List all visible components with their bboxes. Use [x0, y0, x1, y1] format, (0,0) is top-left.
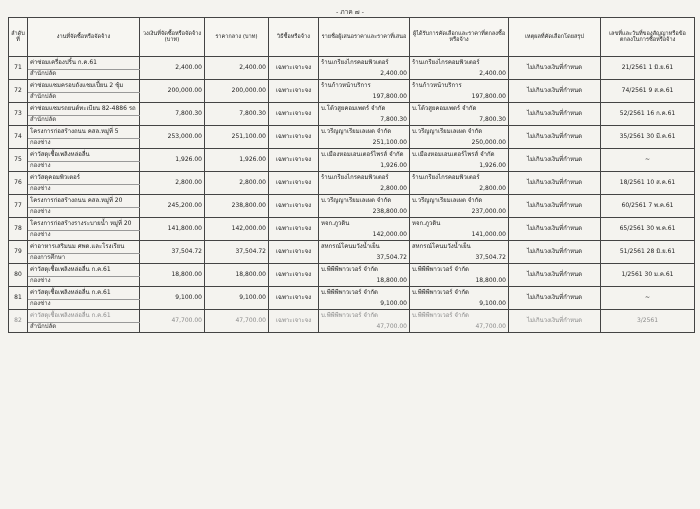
procurement-method: เฉพาะเจาะจง — [269, 310, 319, 333]
budget-amount: 9,100.00 — [140, 287, 205, 310]
bidder-name: ร้านก้าวหน้าบริการ — [319, 80, 410, 93]
item-description: ค่าวัสดุเชื้อเพลิงหล่อลื่น ก.ค.61 — [28, 310, 140, 323]
item-description: ค่าวัสดุเชื้อเพลิงหล่อลื่น — [28, 149, 140, 162]
winner-name: บ.เมืองหอมเอนเตอร์ไพรส์ จำกัด — [410, 149, 509, 162]
contract-reference: 18/2561 10 ส.ค.61 — [601, 172, 695, 195]
row-number: 72 — [9, 80, 28, 103]
bidder-name: บ.โต้วสูยคอมเพตร์ จำกัด — [319, 103, 410, 116]
header-budget: วงเงินที่จัดซื้อหรือจัดจ้าง (บาท) — [140, 18, 205, 57]
procurement-table — [8, 17, 695, 333]
budget-amount: 245,200.00 — [140, 195, 205, 218]
header-contract: เลขที่และวันที่ของสัญญาหรือข้อตกลงในการซื้อหรือจ้าง — [601, 18, 695, 57]
contract-reference: 21/2561 1 มิ.ย.61 — [601, 57, 695, 80]
header-bidders: รายชื่อผู้เสนอราคาและราคาที่เสนอ — [319, 18, 410, 57]
table-row — [9, 195, 695, 208]
winner-name: ร้านก้าวหน้าบริการ — [410, 80, 509, 93]
bid-price: 7,800.30 — [319, 116, 410, 126]
item-description: โครงการก่อสร้างถนน คสล.หมู่ที่ 5 — [28, 126, 140, 139]
bidder-name: บ.เมืองหอมเอนเตอร์ไพรส์ จำกัด — [319, 149, 410, 162]
bid-price: 2,800.00 — [319, 185, 410, 195]
responsible-unit: สำนักปลัด — [28, 93, 140, 103]
bidder-name: บ.พีพีพีพาวเวอร์ จำกัด — [319, 264, 410, 277]
winner-name: หจก.ภูวดิน — [410, 218, 509, 231]
budget-amount: 37,504.72 — [140, 241, 205, 264]
bidder-name: สหกรณ์โคนมวังน้ำเย็น — [319, 241, 410, 254]
responsible-unit: สำนักปลัด — [28, 323, 140, 333]
budget-amount: 253,000.00 — [140, 126, 205, 149]
bid-price: 251,100.00 — [319, 139, 410, 149]
selection-reason: ไม่เกินวงเงินที่กำหนด — [509, 264, 601, 287]
median-price: 2,800.00 — [205, 172, 269, 195]
win-price: 197,800.00 — [410, 93, 509, 103]
bid-price: 197,800.00 — [319, 93, 410, 103]
median-price: 142,000.00 — [205, 218, 269, 241]
selection-reason: ไม่เกินวงเงินที่กำหนด — [509, 172, 601, 195]
winner-name: บ.วรีญญาเรียมเลเผต จำกัด — [410, 195, 509, 208]
row-number: 76 — [9, 172, 28, 195]
selection-reason: ไม่เกินวงเงินที่กำหนด — [509, 103, 601, 126]
budget-amount: 141,800.00 — [140, 218, 205, 241]
winner-name: บ.พีพีพีพาวเวอร์ จำกัด — [410, 264, 509, 277]
header-reason: เหตุผลที่คัดเลือกโดยสรุป — [509, 18, 601, 57]
median-price: 37,504.72 — [205, 241, 269, 264]
bid-price: 9,100.00 — [319, 300, 410, 310]
budget-amount: 47,700.00 — [140, 310, 205, 333]
responsible-unit: กองช่าง — [28, 139, 140, 149]
table-row — [9, 172, 695, 185]
responsible-unit: กองช่าง — [28, 162, 140, 172]
contract-reference: 1/2561 30 ม.ค.61 — [601, 264, 695, 287]
win-price: 18,800.00 — [410, 277, 509, 287]
win-price: 47,700.00 — [410, 323, 509, 333]
selection-reason: ไม่เกินวงเงินที่กำหนด — [509, 310, 601, 333]
contract-reference: 65/2561 30 พ.ค.61 — [601, 218, 695, 241]
item-description: ค่าวัสดุเชื้อเพลิงหล่อลื่น ก.ค.61 — [28, 287, 140, 300]
header-no: ลำดับที่ — [9, 18, 28, 57]
median-price: 200,000.00 — [205, 80, 269, 103]
bidder-name: ร้านเกรียงไกรคอมพิวเตอร์ — [319, 57, 410, 70]
row-number: 71 — [9, 57, 28, 80]
table-row — [9, 126, 695, 139]
table-body — [9, 57, 695, 333]
median-price: 251,100.00 — [205, 126, 269, 149]
row-number: 82 — [9, 310, 28, 333]
responsible-unit: สำนักปลัด — [28, 116, 140, 126]
table-row — [9, 57, 695, 70]
winner-name: บ.พีพีพีพาวเวอร์ จำกัด — [410, 310, 509, 323]
procurement-method: เฉพาะเจาะจง — [269, 126, 319, 149]
contract-reference: 60/2561 7 พ.ค.61 — [601, 195, 695, 218]
page-number: - ภาค ๗ - — [335, 8, 365, 16]
table-row — [9, 241, 695, 254]
item-description: ค่าวัสดุเชื้อเพลิงหล่อลื่น ก.ค.61 — [28, 264, 140, 277]
responsible-unit: กองช่าง — [28, 208, 140, 218]
contract-reference: 35/2561 30 มี.ค.61 — [601, 126, 695, 149]
responsible-unit: สำนักปลัด — [28, 70, 140, 80]
winner-name: บ.วรีญญาเรียมเลเผต จำกัด — [410, 126, 509, 139]
bid-price: 37,504.72 — [319, 254, 410, 264]
median-price: 47,700.00 — [205, 310, 269, 333]
selection-reason: ไม่เกินวงเงินที่กำหนด — [509, 149, 601, 172]
row-number: 79 — [9, 241, 28, 264]
bidder-name: บ.วรีญญาเรียมเลเผต จำกัด — [319, 195, 410, 208]
row-number: 78 — [9, 218, 28, 241]
bid-price: 1,926.00 — [319, 162, 410, 172]
win-price: 9,100.00 — [410, 300, 509, 310]
selection-reason: ไม่เกินวงเงินที่กำหนด — [509, 80, 601, 103]
win-price: 2,400.00 — [410, 70, 509, 80]
contract-reference: ~ — [601, 149, 695, 172]
item-description: โครงการก่อสร้างถนน คสล.หมู่ที่ 20 — [28, 195, 140, 208]
header-winner: ผู้ได้รับการคัดเลือกและราคาที่ตกลงซื้อหรือจ้าง — [410, 18, 509, 57]
budget-amount: 200,000.00 — [140, 80, 205, 103]
procurement-method: เฉพาะเจาะจง — [269, 218, 319, 241]
winner-name: สหกรณ์โคนมวังน้ำเย็น — [410, 241, 509, 254]
median-price: 18,800.00 — [205, 264, 269, 287]
procurement-method: เฉพาะเจาะจง — [269, 195, 319, 218]
item-description: ค่าอาหารเสริมนม ศพด.และโรงเรียน — [28, 241, 140, 254]
row-number: 77 — [9, 195, 28, 218]
row-number: 74 — [9, 126, 28, 149]
item-description: โครงการก่อสร้างรางระบายน้ำ หมู่ที่ 20 — [28, 218, 140, 231]
procurement-method: เฉพาะเจาะจง — [269, 241, 319, 264]
bidder-name: หจก.ภูวดิน — [319, 218, 410, 231]
table-row — [9, 287, 695, 300]
bidder-name: บ.พีพีพีพาวเวอร์ จำกัด — [319, 310, 410, 323]
budget-amount: 2,400.00 — [140, 57, 205, 80]
header-median-price: ราคากลาง (บาท) — [205, 18, 269, 57]
responsible-unit: กองช่าง — [28, 231, 140, 241]
selection-reason: ไม่เกินวงเงินที่กำหนด — [509, 126, 601, 149]
procurement-method: เฉพาะเจาะจง — [269, 57, 319, 80]
winner-name: บ.พีพีพีพาวเวอร์ จำกัด — [410, 287, 509, 300]
contract-reference: 74/2561 9 ส.ค.61 — [601, 80, 695, 103]
row-number: 75 — [9, 149, 28, 172]
budget-amount: 2,800.00 — [140, 172, 205, 195]
win-price: 7,800.30 — [410, 116, 509, 126]
median-price: 238,800.00 — [205, 195, 269, 218]
win-price: 1,926.00 — [410, 162, 509, 172]
budget-amount: 18,800.00 — [140, 264, 205, 287]
responsible-unit: กองช่าง — [28, 300, 140, 310]
selection-reason: ไม่เกินวงเงินที่กำหนด — [509, 218, 601, 241]
responsible-unit: กองช่าง — [28, 185, 140, 195]
bid-price: 142,000.00 — [319, 231, 410, 241]
win-price: 141,000.00 — [410, 231, 509, 241]
median-price: 2,400.00 — [205, 57, 269, 80]
bidder-name: บ.วรีญญาเรียมเลเผต จำกัด — [319, 126, 410, 139]
contract-reference: 51/2561 28 มิ.ย.61 — [601, 241, 695, 264]
item-description: ค่าซ่อมแซมครอบถังแชมเปี้ยน 2 ชุ้ม — [28, 80, 140, 93]
row-number: 81 — [9, 287, 28, 310]
header-method: วิธีซื้อหรือจ้าง — [269, 18, 319, 57]
row-number: 73 — [9, 103, 28, 126]
win-price: 2,800.00 — [410, 185, 509, 195]
table-header-row — [9, 18, 695, 57]
budget-amount: 7,800.30 — [140, 103, 205, 126]
win-price: 237,000.00 — [410, 208, 509, 218]
table-row — [9, 264, 695, 277]
bid-price: 18,800.00 — [319, 277, 410, 287]
selection-reason: ไม่เกินวงเงินที่กำหนด — [509, 287, 601, 310]
table-row — [9, 103, 695, 116]
procurement-method: เฉพาะเจาะจง — [269, 103, 319, 126]
procurement-method: เฉพาะเจาะจง — [269, 149, 319, 172]
selection-reason: ไม่เกินวงเงินที่กำหนด — [509, 57, 601, 80]
contract-reference: 3/2561 — [601, 310, 695, 333]
bid-price: 238,800.00 — [319, 208, 410, 218]
responsible-unit: กองการศึกษา — [28, 254, 140, 264]
selection-reason: ไม่เกินวงเงินที่กำหนด — [509, 195, 601, 218]
winner-name: ร้านเกรียงไกรคอมพิวเตอร์ — [410, 172, 509, 185]
median-price: 1,926.00 — [205, 149, 269, 172]
item-description: ค่าซ่อมเครื่องปริ้น ก.ค.61 — [28, 57, 140, 70]
winner-name: บ.โต้วสูยคอมเพตร์ จำกัด — [410, 103, 509, 116]
median-price: 7,800.30 — [205, 103, 269, 126]
item-description: ค่าซ่อมแซมรถยนต์ทะเบียน 82-4886 รถ — [28, 103, 140, 116]
responsible-unit: กองช่าง — [28, 277, 140, 287]
win-price: 37,504.72 — [410, 254, 509, 264]
winner-name: ร้านเกรียงไกรคอมพิวเตอร์ — [410, 57, 509, 70]
table-row — [9, 310, 695, 323]
contract-reference: ~ — [601, 287, 695, 310]
procurement-method: เฉพาะเจาะจง — [269, 287, 319, 310]
median-price: 9,100.00 — [205, 287, 269, 310]
bidder-name: บ.พีพีพีพาวเวอร์ จำกัด — [319, 287, 410, 300]
procurement-method: เฉพาะเจาะจง — [269, 264, 319, 287]
contract-reference: 52/2561 16 ก.ค.61 — [601, 103, 695, 126]
bid-price: 47,700.00 — [319, 323, 410, 333]
procurement-method: เฉพาะเจาะจง — [269, 172, 319, 195]
table-row — [9, 80, 695, 93]
table-row — [9, 218, 695, 231]
row-number: 80 — [9, 264, 28, 287]
item-description: ค่าวัสดุคอมพิวเตอร์ — [28, 172, 140, 185]
procurement-method: เฉพาะเจาะจง — [269, 80, 319, 103]
budget-amount: 1,926.00 — [140, 149, 205, 172]
table-row — [9, 149, 695, 162]
win-price: 250,000.00 — [410, 139, 509, 149]
header-item: งานที่จัดซื้อหรือจัดจ้าง — [28, 18, 140, 57]
bidder-name: ร้านเกรียงไกรคอมพิวเตอร์ — [319, 172, 410, 185]
selection-reason: ไม่เกินวงเงินที่กำหนด — [509, 241, 601, 264]
bid-price: 2,400.00 — [319, 70, 410, 80]
